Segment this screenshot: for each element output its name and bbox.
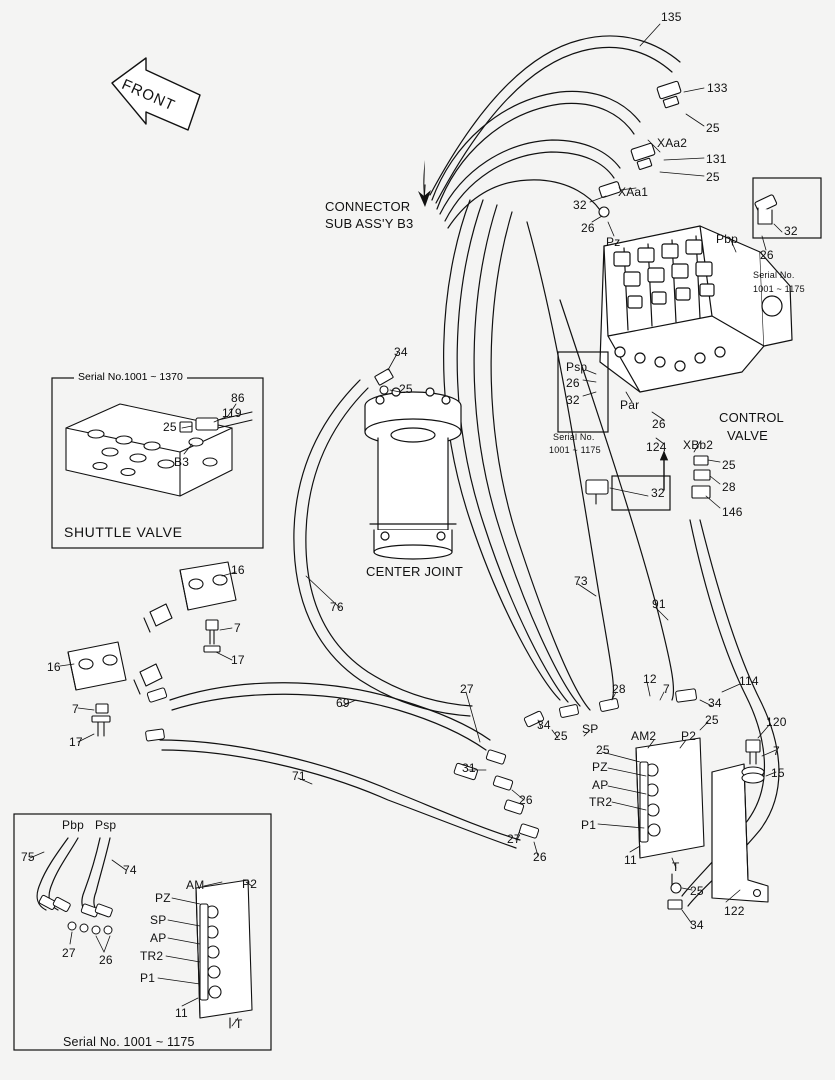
callout-26-a: 26 xyxy=(581,221,595,235)
callout-135: 135 xyxy=(661,10,682,24)
callout-25-i: 25 xyxy=(690,884,704,898)
callout-28-a: 28 xyxy=(722,480,736,494)
callout-26-b: 26 xyxy=(760,248,774,262)
callout-7-d: 7 xyxy=(773,744,780,758)
callout-28-b: 28 xyxy=(612,682,626,696)
callout-pbp-bottom: Pbp xyxy=(62,818,84,832)
callout-124: 124 xyxy=(646,440,667,454)
callout-146: 146 xyxy=(722,505,743,519)
callout-91: 91 xyxy=(652,597,666,611)
callout-27-b: 27 xyxy=(507,832,521,846)
callout-27-c: 27 xyxy=(62,946,76,960)
callout-15: 15 xyxy=(771,766,785,780)
callout-psp-bottom: Psp xyxy=(95,818,117,832)
callout-73: 73 xyxy=(574,574,588,588)
control-valve-label-1: CONTROL xyxy=(719,410,784,425)
callout-25-h: 25 xyxy=(596,743,610,757)
callout-122: 122 xyxy=(724,904,745,918)
callout-34-b: 34 xyxy=(537,718,551,732)
callout-25-g: 25 xyxy=(705,713,719,727)
callout-17-b: 17 xyxy=(69,735,83,749)
callout-71: 71 xyxy=(292,769,306,783)
callout-34-c: 34 xyxy=(708,696,722,710)
callout-tr2-right: TR2 xyxy=(589,795,613,809)
callout-pz-right: PZ xyxy=(592,760,608,774)
callout-p1-right: P1 xyxy=(581,818,597,832)
callout-32-c: 32 xyxy=(566,393,580,407)
callout-69: 69 xyxy=(336,696,350,710)
callout-74: 74 xyxy=(123,863,137,877)
callout-75: 75 xyxy=(21,850,35,864)
shuttle-valve-caption: SHUTTLE VALVE xyxy=(64,524,183,540)
callout-120: 120 xyxy=(766,715,787,729)
shuttle-valve-panel-title: Serial No.1001 ~ 1370 xyxy=(74,371,187,383)
control-valve-label-2: VALVE xyxy=(727,428,768,443)
callout-76: 76 xyxy=(330,600,344,614)
callout-26-f: 26 xyxy=(533,850,547,864)
callout-pz: Pz xyxy=(606,235,621,249)
callout-11-right: 11 xyxy=(624,853,637,867)
callout-p2-right: P2 xyxy=(681,729,697,743)
callout-17-a: 17 xyxy=(231,653,245,667)
callout-am-bottom: AM xyxy=(186,878,205,892)
callout-7-b: 7 xyxy=(72,702,79,716)
callout-7-a: 7 xyxy=(234,621,241,635)
callout-t-bottom: T xyxy=(235,1017,243,1031)
callout-34-d: 34 xyxy=(690,918,704,932)
callout-131: 131 xyxy=(706,152,727,166)
callout-25-b: 25 xyxy=(706,170,720,184)
callout-133: 133 xyxy=(707,81,728,95)
callout-32-d: 32 xyxy=(651,486,665,500)
callout-16-b: 16 xyxy=(47,660,61,674)
callout-b3: B3 xyxy=(174,455,190,469)
callout-32-a: 32 xyxy=(573,198,587,212)
callout-25-f: 25 xyxy=(554,729,568,743)
callout-86: 86 xyxy=(231,391,245,405)
callout-xaa1: XAa1 xyxy=(618,185,649,199)
callout-12: 12 xyxy=(643,672,657,686)
callout-ap-right: AP xyxy=(592,778,609,792)
callout-114: 114 xyxy=(739,674,759,688)
serial-right-inset-line1: Serial No. xyxy=(753,270,795,280)
center-joint xyxy=(365,388,461,559)
callout-26-e: 26 xyxy=(519,793,533,807)
callout-sp: SP xyxy=(582,722,599,736)
callout-p1-bottom: P1 xyxy=(140,971,156,985)
callout-xbb2: XBb2 xyxy=(683,438,714,452)
callout-psp: Psp xyxy=(566,360,588,374)
bottom-left-panel-caption: Serial No. 1001 ~ 1175 xyxy=(63,1035,195,1049)
serial-mid-inset-line2: 1001 ~ 1175 xyxy=(549,445,601,455)
callout-7-c: 7 xyxy=(663,682,670,696)
front-arrow-label: FRONT xyxy=(119,76,178,115)
callout-pbp: Pbp xyxy=(716,232,738,246)
callout-ap-bottom: AP xyxy=(150,931,167,945)
callout-tr2-bottom: TR2 xyxy=(140,949,164,963)
callout-25-e: 25 xyxy=(163,420,177,434)
callout-26-c: 26 xyxy=(566,376,580,390)
callout-119: 119 xyxy=(222,406,242,420)
callout-26-g: 26 xyxy=(99,953,113,967)
callout-32-b: 32 xyxy=(784,224,798,238)
serial-right-inset-line2: 1001 ~ 1175 xyxy=(753,284,805,294)
callout-xaa2: XAa2 xyxy=(657,136,688,150)
callout-p2-bottom: P2 xyxy=(242,877,258,891)
callout-par: Par xyxy=(620,398,640,412)
manifold-11-bottom xyxy=(196,880,252,1028)
callout-am2: AM2 xyxy=(631,729,657,743)
callout-34-a: 34 xyxy=(394,345,408,359)
callout-27-a: 27 xyxy=(460,682,474,696)
callout-26-d: 26 xyxy=(652,417,666,431)
callout-sp-bottom: SP xyxy=(150,913,167,927)
callout-pz-bottom: PZ xyxy=(155,891,171,905)
callout-25-d: 25 xyxy=(399,382,413,396)
callout-11-bottom: 11 xyxy=(175,1006,188,1020)
bracket-122 xyxy=(712,764,768,902)
callout-16-a: 16 xyxy=(231,563,245,577)
connector-sub-assy-label-1: CONNECTOR xyxy=(325,199,411,214)
callout-t-right: T xyxy=(672,860,680,874)
connector-sub-assy-label-2: SUB ASS'Y B3 xyxy=(325,216,414,231)
callout-25-c: 25 xyxy=(722,458,736,472)
callout-31: 31 xyxy=(462,761,476,775)
center-joint-label: CENTER JOINT xyxy=(366,564,464,579)
serial-mid-inset-line1: Serial No. xyxy=(553,432,595,442)
callout-25-a: 25 xyxy=(706,121,720,135)
